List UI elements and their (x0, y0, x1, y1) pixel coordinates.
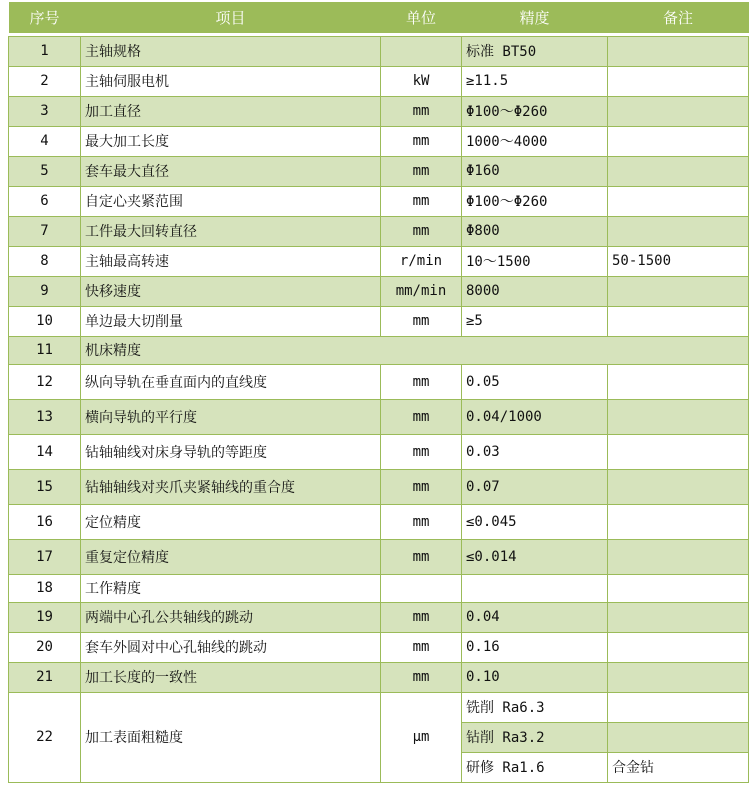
precision-cell: 10～1500 (462, 246, 608, 276)
item-cell: 钻轴轴线对床身导轨的等距度 (81, 434, 381, 469)
column-header-unit: 单位 (381, 2, 462, 33)
row-number-cell: 18 (9, 574, 81, 602)
precision-cell: 铣削 Ra6.3 (462, 692, 608, 722)
row-number-cell: 19 (9, 602, 81, 632)
remark-cell (608, 96, 749, 126)
item-cell: 两端中心孔公共轴线的跳动 (81, 602, 381, 632)
spec-table (8, 2, 749, 783)
table-row (9, 96, 749, 126)
precision-cell: Φ160 (462, 156, 608, 186)
table-row (9, 504, 749, 539)
precision-cell: 0.05 (462, 364, 608, 399)
column-header-remark: 备注 (608, 2, 749, 33)
item-cell: 钻轴轴线对夹爪夹紧轴线的重合度 (81, 469, 381, 504)
table-row (9, 399, 749, 434)
remark-cell (608, 156, 749, 186)
precision-cell: 研修 Ra1.6 (462, 752, 608, 782)
precision-cell: 0.16 (462, 632, 608, 662)
row-number-cell: 7 (9, 216, 81, 246)
column-header-no: 序号 (9, 2, 81, 33)
item-cell: 工件最大回转直径 (81, 216, 381, 246)
precision-cell: Φ100～Φ260 (462, 96, 608, 126)
table-row (9, 469, 749, 504)
item-cell: 加工表面粗糙度 (81, 692, 381, 782)
precision-cell: 1000～4000 (462, 126, 608, 156)
unit-cell: mm (381, 504, 462, 539)
header-row (9, 2, 749, 33)
row-number-cell: 8 (9, 246, 81, 276)
precision-cell: 0.10 (462, 662, 608, 692)
unit-cell: mm (381, 602, 462, 632)
unit-cell: mm (381, 364, 462, 399)
item-cell: 工作精度 (81, 574, 381, 602)
row-number-cell: 4 (9, 126, 81, 156)
remark-cell (608, 216, 749, 246)
unit-cell: mm (381, 216, 462, 246)
unit-cell: mm (381, 399, 462, 434)
table-row (9, 364, 749, 399)
remark-cell (608, 602, 749, 632)
row-number-cell: 1 (9, 36, 81, 66)
precision-cell: 8000 (462, 276, 608, 306)
row-number-cell: 20 (9, 632, 81, 662)
precision-cell: Φ800 (462, 216, 608, 246)
row-number-cell: 5 (9, 156, 81, 186)
table-row (9, 602, 749, 632)
row-number-cell: 15 (9, 469, 81, 504)
table-row (9, 36, 749, 66)
precision-cell: ≤0.014 (462, 539, 608, 574)
table-row (9, 186, 749, 216)
remark-cell (608, 632, 749, 662)
item-cell: 定位精度 (81, 504, 381, 539)
table-row (9, 216, 749, 246)
column-header-item: 项目 (81, 2, 381, 33)
row-number-cell: 16 (9, 504, 81, 539)
table-row (9, 434, 749, 469)
precision-cell: 标准 BT50 (462, 36, 608, 66)
unit-cell: kW (381, 66, 462, 96)
precision-cell: ≥11.5 (462, 66, 608, 96)
item-cell: 纵向导轨在垂直面内的直线度 (81, 364, 381, 399)
item-cell: 最大加工长度 (81, 126, 381, 156)
precision-cell: 0.04 (462, 602, 608, 632)
row-number-cell: 21 (9, 662, 81, 692)
table-row (9, 66, 749, 96)
item-cell: 主轴规格 (81, 36, 381, 66)
table-row (9, 574, 749, 602)
precision-cell (462, 574, 608, 602)
unit-cell: mm (381, 469, 462, 504)
item-cell: 重复定位精度 (81, 539, 381, 574)
unit-cell: mm (381, 96, 462, 126)
remark-cell (608, 276, 749, 306)
precision-cell: ≥5 (462, 306, 608, 336)
section-title-cell: 机床精度 (81, 336, 749, 364)
unit-cell: mm (381, 434, 462, 469)
table-header (9, 2, 749, 33)
table-row (9, 156, 749, 186)
table-row (9, 246, 749, 276)
remark-cell (608, 306, 749, 336)
item-cell: 套车最大直径 (81, 156, 381, 186)
precision-cell: 钻削 Ra3.2 (462, 722, 608, 752)
unit-cell: mm (381, 662, 462, 692)
row-number-cell: 11 (9, 336, 81, 364)
row-number-cell: 10 (9, 306, 81, 336)
remark-cell (608, 36, 749, 66)
precision-cell: Φ100～Φ260 (462, 186, 608, 216)
remark-cell (608, 126, 749, 156)
remark-cell (608, 186, 749, 216)
table-row (9, 126, 749, 156)
remark-cell (608, 469, 749, 504)
remark-cell (608, 364, 749, 399)
item-cell: 自定心夹紧范围 (81, 186, 381, 216)
item-cell: 快移速度 (81, 276, 381, 306)
table-row-section (9, 336, 749, 364)
row-number-cell: 6 (9, 186, 81, 216)
row-number-cell: 12 (9, 364, 81, 399)
row-number-cell: 14 (9, 434, 81, 469)
remark-cell (608, 574, 749, 602)
remark-cell (608, 399, 749, 434)
remark-cell (608, 504, 749, 539)
unit-cell: μm (381, 692, 462, 782)
unit-cell: mm (381, 126, 462, 156)
unit-cell: mm (381, 156, 462, 186)
remark-cell: 合金钻 (608, 752, 749, 782)
unit-cell: mm/min (381, 276, 462, 306)
remark-cell: 50-1500 (608, 246, 749, 276)
item-cell: 加工直径 (81, 96, 381, 126)
table-row (9, 276, 749, 306)
item-cell: 加工长度的一致性 (81, 662, 381, 692)
unit-cell: mm (381, 539, 462, 574)
remark-cell (608, 662, 749, 692)
unit-cell: mm (381, 186, 462, 216)
item-cell: 主轴伺服电机 (81, 66, 381, 96)
unit-cell: r/min (381, 246, 462, 276)
remark-cell (608, 722, 749, 752)
unit-cell: mm (381, 632, 462, 662)
table-row (9, 662, 749, 692)
row-number-cell: 13 (9, 399, 81, 434)
row-number-cell: 9 (9, 276, 81, 306)
item-cell: 套车外圆对中心孔轴线的跳动 (81, 632, 381, 662)
column-header-precision: 精度 (462, 2, 608, 33)
unit-cell (381, 36, 462, 66)
precision-cell: 0.07 (462, 469, 608, 504)
item-cell: 横向导轨的平行度 (81, 399, 381, 434)
row-number-cell: 22 (9, 692, 81, 782)
table-row (9, 632, 749, 662)
unit-cell (381, 574, 462, 602)
item-cell: 主轴最高转速 (81, 246, 381, 276)
row-number-cell: 2 (9, 66, 81, 96)
precision-cell: 0.03 (462, 434, 608, 469)
precision-cell: ≤0.045 (462, 504, 608, 539)
row-number-cell: 3 (9, 96, 81, 126)
unit-cell: mm (381, 306, 462, 336)
precision-cell: 0.04/1000 (462, 399, 608, 434)
item-cell: 单边最大切削量 (81, 306, 381, 336)
table-row-group-22 (9, 692, 749, 722)
table-row (9, 539, 749, 574)
remark-cell (608, 692, 749, 722)
row-number-cell: 17 (9, 539, 81, 574)
table-row (9, 306, 749, 336)
remark-cell (608, 434, 749, 469)
remark-cell (608, 539, 749, 574)
remark-cell (608, 66, 749, 96)
